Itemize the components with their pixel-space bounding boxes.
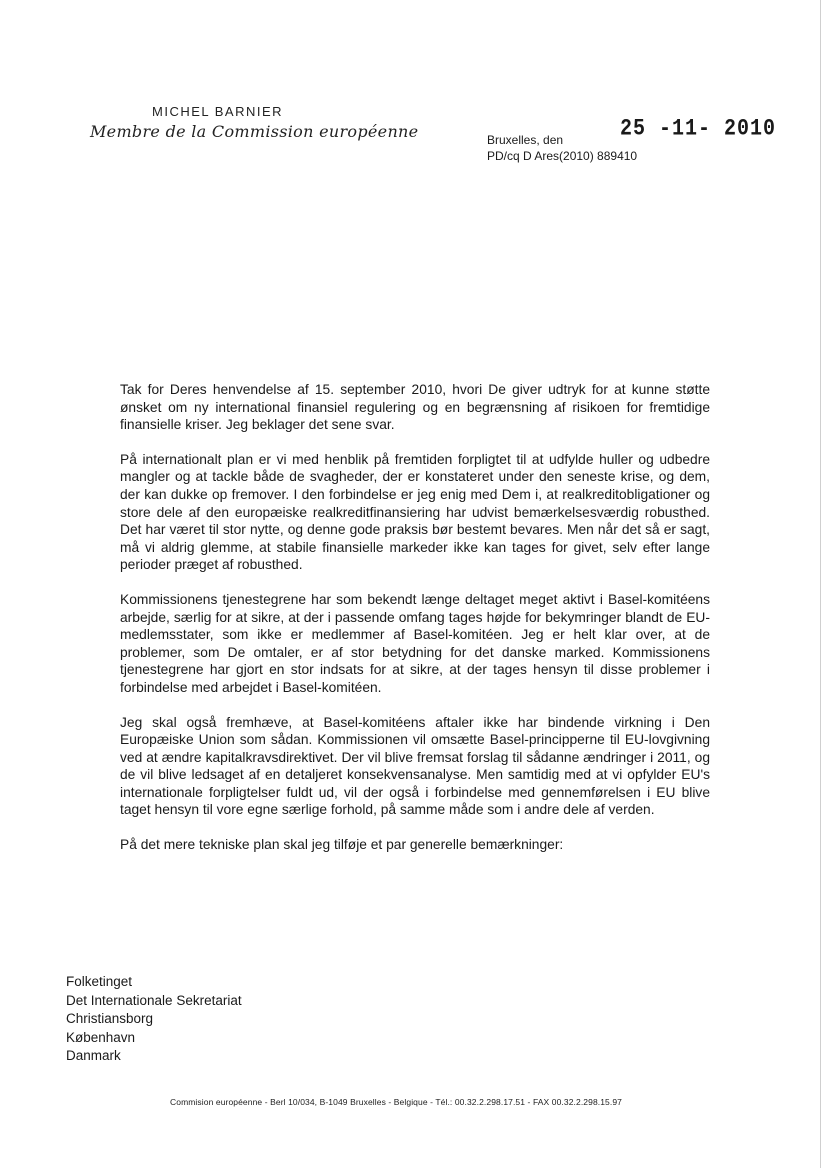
dateline-place: Bruxelles, den — [487, 133, 564, 147]
letter-body — [120, 381, 710, 871]
footer-contact: Commision européenne - Berl 10/034, B-1049 Bruxelles - Belgique - Tél.: 00.32.2.298.17.51 - FAX 00.32.2.298.15.97 — [170, 1097, 623, 1107]
date-stamp: 25 -11- 2010 — [620, 116, 777, 143]
address-line: Folketinget — [66, 974, 133, 989]
sender-title: Membre de la Commission européenne — [90, 122, 419, 141]
body-paragraph: Kommissionens tjenestegrene har som bekendt længe deltaget meget aktivt i Basel-komitéens arbejde, særlig for at sikre, at der i passende omfang tages højde for bekymringer blandt de EU-medlemsstater, som ikke er medlemmer af Basel-komitéen. Jeg er helt klar over, at de problemer, som De omtaler, er af stor betydning for det danske marked. Kommissionens tjenestegrene har gjort en stor indsats for at sikre, at der tages hensyn til disse problemer i forbindelse med arbejdet i Basel-komitéen. — [120, 591, 710, 695]
body-paragraph: På internationalt plan er vi med henblik på fremtiden forpligtet til at udfylde huller og udbedre mangler og at tackle både de svagheder, der er konstateret under den seneste krise, og dem, der kan dukke op fremover. I den forbindelse er jeg enig med Dem i, at realkreditobligationer og store dele af den europæiske realkreditfinansiering har udvist bemærkelsesværdig robusthed. Det har været til stor nytte, og denne gode praksis bør bestemt bevares. Men når det så er sagt, må vi aldrig glemme, at stabile finansielle markeder ikke kan tages for givet, selv efter lange perioder præget af robusthed. — [120, 451, 710, 573]
address-line: København — [66, 1029, 136, 1045]
body-paragraph: På det mere tekniske plan skal jeg tilføje et par generelle bemærkninger: — [120, 837, 564, 853]
address-line: Christiansborg — [66, 1011, 154, 1026]
address-line: Det Internationale Sekretariat — [66, 992, 242, 1008]
scan-edge — [820, 0, 821, 1168]
sender-name: MICHEL BARNIER — [152, 104, 284, 119]
recipient-address — [66, 973, 242, 1066]
body-paragraph: Jeg skal også fremhæve, at Basel-komitéens aftaler ikke har bindende virkning i Den Europæiske Union som sådan. Kommissionen vil omsætte Basel-principperne til EU-lovgivning ved at ændre kapitalkravsdirektivet. Der vil blive fremsat forslag til sådanne ændringer i 2011, og de vil blive ledsaget af en detaljeret konsekvensanalyse. Men samtidig med at vi opfylder EU's internationale forpligtelser fuldt ud, vil der også i forbindelse med gennemførelsen i EU blive taget hensyn til vore egne særlige forhold, på samme måde som i andre dele af verden. — [120, 714, 710, 818]
address-line: Danmark — [66, 1048, 121, 1063]
reference-number: PD/cq D Ares(2010) 889410 — [487, 149, 638, 163]
body-paragraph: Tak for Deres henvendelse af 15. september 2010, hvori De giver udtryk for at kunne støtte ønsket om ny international finansiel regulering og en begrænsning af risikoen for fremtidige finansielle kriser. Jeg beklager det sene svar. — [120, 382, 710, 433]
